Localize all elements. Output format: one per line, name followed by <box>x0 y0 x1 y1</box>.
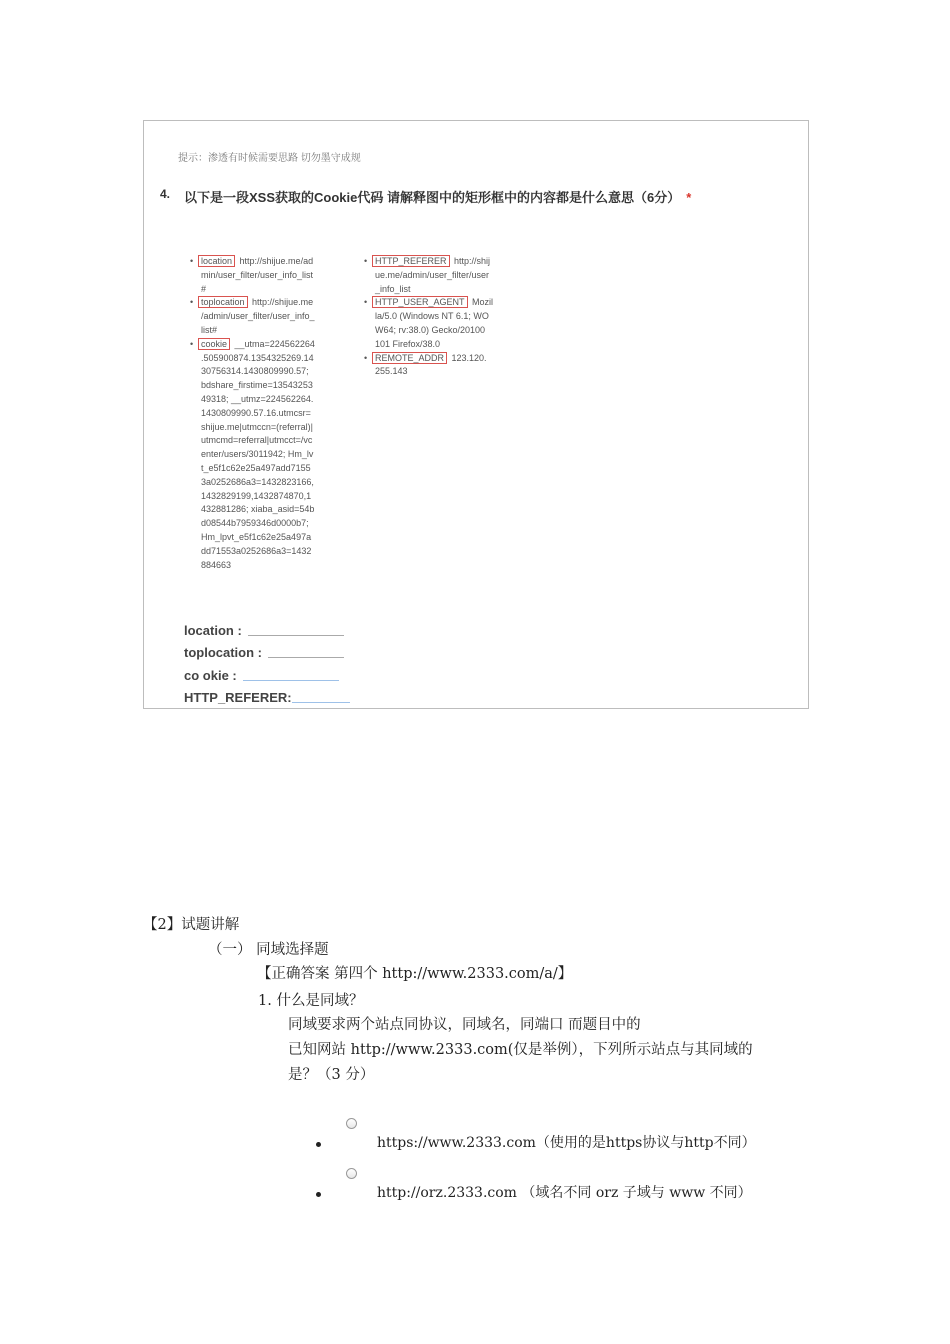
code-line <box>190 448 330 462</box>
answer-blank-cookie[interactable] <box>243 679 339 681</box>
option-text-1: https://www.2333.com（使用的是https协议与http不同） <box>377 1135 756 1151</box>
code-line <box>190 490 330 504</box>
answer-row-cookie <box>184 660 350 683</box>
bullet-icon: • <box>364 352 368 363</box>
paragraph-line-1: 同域要求两个站点同协议，同域名，同端口 而题目中的 <box>288 1017 641 1033</box>
code-line <box>190 255 330 269</box>
code-text: W64; rv:38.0) Gecko/20100 <box>375 324 486 335</box>
answer-label-toplocation: toplocation : <box>184 645 262 660</box>
code-line <box>364 310 504 324</box>
code-line <box>190 421 330 435</box>
code-text: http://shij <box>451 256 491 266</box>
code-line <box>190 365 330 379</box>
code-line <box>364 365 504 379</box>
subsection-title: （一） 同域选择题 <box>208 942 329 958</box>
highlighted-key: location <box>198 255 235 267</box>
radio-button-icon[interactable] <box>346 1168 357 1179</box>
code-text: 432881286; xiaba_asid=54b <box>201 504 315 515</box>
code-text: la/5.0 (Windows NT 6.1; WO <box>375 311 489 322</box>
code-text: _info_list <box>375 283 411 294</box>
code-line <box>190 559 330 571</box>
correct-answer: 【正确答案 第四个 http://www.2333.com/a/】 <box>257 966 573 982</box>
answer-label-location: location : <box>184 622 242 638</box>
answer-blank-toplocation[interactable] <box>268 656 344 658</box>
code-line <box>190 296 330 310</box>
code-text: utmcmd=referral|utmcct=/vc <box>201 435 313 446</box>
code-text: # <box>201 283 207 294</box>
code-text: min/user_filter/user_info_list <box>201 269 314 280</box>
question-number: 4. <box>160 187 171 201</box>
answer-blank-location[interactable] <box>248 634 344 636</box>
code-line <box>190 283 330 297</box>
answer-label-http-referer: HTTP_REFERER: <box>184 690 292 705</box>
embedded-screenshot <box>143 120 809 709</box>
code-line <box>364 269 504 283</box>
code-line <box>190 476 330 490</box>
code-line <box>190 531 330 545</box>
highlighted-key: HTTP_REFERER <box>372 255 450 267</box>
code-line <box>364 324 504 338</box>
code-text: dd71553a0252686a3=1432 <box>201 545 312 556</box>
question-text-content: 以下是一段XSS获取的Cookie代码 请解释图中的矩形框中的内容都是什么意思（6分） <box>184 190 681 205</box>
code-line <box>190 393 330 407</box>
code-text: 30756314.1430809990.57; <box>201 366 309 377</box>
question-title: 1. 什么是同域？ <box>258 993 364 1009</box>
paragraph-line-2: 已知网站 http://www.2333.com(仅是举例），下列所示站点与其同域的 <box>288 1042 753 1058</box>
code-line <box>190 503 330 517</box>
code-text: Mozil <box>469 297 494 308</box>
code-text: 3a0252686a3=1432823166, <box>201 476 314 487</box>
code-text: 884663 <box>201 559 232 570</box>
question-text <box>184 187 691 206</box>
answer-label-cookie: co okie : <box>184 667 237 683</box>
code-text: 255.143 <box>375 366 408 377</box>
code-text: __utma=224562264 <box>232 338 315 349</box>
code-text: bdshare_firstime=13543253 <box>201 380 313 391</box>
code-line <box>364 338 504 352</box>
bullet-icon: • <box>190 256 194 266</box>
code-text: ue.me/admin/user_filter/user <box>375 269 490 280</box>
answer-row-location <box>184 615 350 638</box>
answer-row-http-referer <box>184 683 350 706</box>
highlighted-key: cookie <box>198 338 230 350</box>
paragraph-line-3: 是？（3 分） <box>288 1067 375 1083</box>
code-line <box>190 545 330 559</box>
highlighted-key: toplocation <box>198 296 248 308</box>
hint-text: 提示：渗透有时候需要思路 切勿墨守成规 <box>178 153 361 164</box>
code-text: /admin/user_filter/user_info_ <box>201 311 315 322</box>
radio-button-icon[interactable] <box>346 1118 357 1129</box>
code-line <box>190 434 330 448</box>
code-text: enter/users/3011942; Hm_lv <box>201 449 314 460</box>
code-text: http://shijue.me/ad <box>237 256 314 266</box>
code-line <box>190 324 330 338</box>
code-line <box>190 352 330 366</box>
answer-blank-http-referer[interactable] <box>292 701 350 703</box>
code-text: 49318; __utmz=224562264. <box>201 393 314 404</box>
cookie-code-column-1 <box>190 255 330 571</box>
code-text: 101 Firefox/38.0 <box>375 338 441 349</box>
code-line <box>190 407 330 421</box>
code-text: Hm_lpvt_e5f1c62e25a497a <box>201 531 312 542</box>
code-text: .505900874.1354325269.14 <box>201 352 314 363</box>
answer-row-toplocation <box>184 638 350 661</box>
code-text: d08544b7959346d0000b7; <box>201 518 309 529</box>
code-text: 1432829199,1432874870,1 <box>201 490 312 501</box>
code-text: 1430809990.57.16.utmcsr= <box>201 407 311 418</box>
code-line <box>190 462 330 476</box>
code-line <box>190 310 330 324</box>
section-title: 【2】试题讲解 <box>143 917 240 933</box>
code-text: t_e5f1c62e25a497add7155 <box>201 462 311 473</box>
code-line <box>364 296 504 310</box>
code-line <box>190 338 330 352</box>
bullet-icon: • <box>190 297 194 308</box>
bullet-icon: • <box>364 297 368 308</box>
code-text: shijue.me|utmccn=(referral)| <box>201 421 313 432</box>
highlighted-key: HTTP_USER_AGENT <box>372 296 468 308</box>
code-line <box>190 517 330 531</box>
highlighted-key: REMOTE_ADDR <box>372 352 447 364</box>
option-text-2: http://orz.2333.com （域名不同 orz 子域与 www 不同） <box>377 1185 752 1201</box>
code-text: http://shijue.me <box>249 297 314 308</box>
code-text: 123.120. <box>449 352 487 363</box>
bullet-icon <box>316 1142 321 1147</box>
code-line <box>364 283 504 297</box>
cookie-code-column-2 <box>364 255 504 385</box>
bullet-icon <box>316 1192 321 1197</box>
code-line <box>364 255 504 269</box>
bullet-icon: • <box>364 256 368 266</box>
answer-fields <box>184 615 350 705</box>
code-line <box>364 352 504 366</box>
code-line <box>190 379 330 393</box>
required-mark: * <box>686 190 692 205</box>
code-line <box>190 269 330 283</box>
bullet-icon: • <box>190 338 194 349</box>
code-text: list# <box>201 324 218 335</box>
